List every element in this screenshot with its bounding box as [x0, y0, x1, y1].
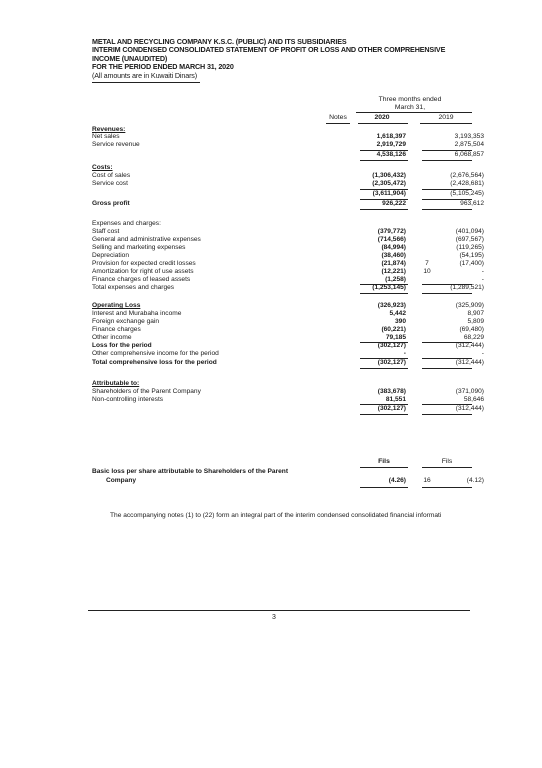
eps-unit-2019: Fils	[441, 458, 453, 465]
row-label: Depreciation	[92, 252, 130, 259]
value-2020: 390	[394, 318, 406, 325]
table-row	[92, 284, 484, 292]
year-2020-heading: 2020	[374, 114, 390, 121]
attributable-heading-row	[92, 380, 472, 388]
page-number: 3	[272, 614, 276, 621]
value-2019: (5,105,245)	[450, 190, 484, 197]
row-label: Service cost	[92, 180, 128, 187]
value-2019: 5,809	[467, 318, 484, 325]
group-heading-rule	[356, 112, 472, 113]
table-row	[92, 318, 484, 326]
eps-label: Basic loss per share attributable to Shareholders of the Parent	[92, 468, 289, 475]
table-row	[92, 334, 484, 342]
total-rule	[360, 414, 408, 415]
column-group-heading	[340, 96, 480, 111]
attributable-heading: Attributable to:	[92, 380, 140, 387]
costs-total-row	[92, 190, 484, 198]
total-rule	[360, 209, 408, 210]
value-2019: -	[481, 276, 484, 283]
row-note: 16	[423, 477, 431, 484]
value-2019: 2,875,504	[454, 141, 484, 148]
table-row	[92, 326, 484, 334]
value-2019: (697,567)	[455, 236, 484, 243]
table-row	[92, 310, 484, 318]
total-rule	[422, 414, 472, 415]
table-row	[92, 141, 484, 149]
value-2020: (1,306,432)	[372, 172, 406, 179]
notes-heading-rule	[326, 123, 350, 124]
value-2019: 6,068,857	[454, 151, 484, 158]
row-label: Operating Loss	[92, 302, 141, 309]
total-rule	[422, 293, 472, 294]
value-2019: 963,612	[460, 200, 484, 207]
table-row	[92, 228, 484, 236]
value-2020: (302,127)	[377, 342, 406, 349]
value-2019: (69,480)	[459, 326, 484, 333]
gross-profit-label: Gross profit	[92, 200, 130, 207]
table-row	[92, 276, 484, 284]
value-2019: (17,400)	[459, 260, 484, 267]
company-name: METAL AND RECYCLING COMPANY K.S.C. (PUBLIC) AND ITS SUBSIDIARIES	[92, 37, 347, 46]
costs-heading: Costs:	[92, 164, 113, 171]
group-heading-line2: March 31,	[394, 103, 426, 111]
value-2020: -	[403, 350, 406, 357]
total-rule	[360, 293, 408, 294]
value-2019: 8,907	[467, 310, 484, 317]
value-2020: (302,127)	[377, 359, 406, 366]
value-2020: 926,222	[382, 200, 406, 207]
row-label: Interest and Murabaha income	[92, 310, 182, 317]
table-row	[92, 172, 484, 180]
table-row	[92, 342, 484, 350]
statement-title: INTERIM CONDENSED CONSOLIDATED STATEMENT OF PROFIT OR LOSS AND OTHER COMPREHENSIVE	[92, 45, 446, 55]
value-2019: 58,646	[463, 396, 484, 403]
total-rule	[360, 160, 408, 161]
expenses-heading: Expenses and charges:	[92, 220, 161, 227]
document-header	[92, 38, 445, 80]
year-2019-heading: 2019	[438, 114, 454, 121]
value-2019: -	[481, 268, 484, 275]
row-label: Provision for expected credit losses	[92, 260, 196, 267]
value-2020: (21,874)	[381, 260, 406, 267]
value-2020: 4,538,126	[376, 151, 406, 158]
value-2020: 81,551	[385, 396, 406, 403]
value-2019: 68,229	[463, 334, 484, 341]
group-heading-line1: Three months ended	[378, 96, 442, 103]
table-row	[92, 396, 484, 404]
value-2019: (2,428,681)	[450, 180, 484, 187]
total-rule	[422, 487, 472, 488]
table-row	[92, 260, 484, 268]
value-2020: (714,566)	[377, 236, 406, 243]
row-label: Total comprehensive loss for the period	[92, 359, 217, 366]
row-label: Net sales	[92, 133, 120, 140]
value-2019: (371,090)	[455, 388, 484, 395]
row-label: Staff cost	[92, 228, 120, 235]
total-rule	[422, 160, 472, 161]
table-row	[92, 133, 484, 141]
row-label: Service revenue	[92, 141, 140, 148]
value-2020: (84,994)	[381, 244, 406, 251]
row-label: Amortization for right of use assets	[92, 268, 194, 275]
footer-rule	[88, 610, 470, 611]
footnote: The accompanying notes (1) to (22) form an integral part of the interim condensed consolidated financial informati	[110, 512, 442, 519]
eps-value-row	[92, 477, 484, 485]
value-2019: (312,444)	[455, 342, 484, 349]
value-2020: (383,678)	[377, 388, 406, 395]
header-underline	[92, 82, 200, 83]
value-2020: (60,221)	[381, 326, 406, 333]
row-label: Other comprehensive income for the period	[92, 350, 219, 357]
row-label: Other income	[92, 334, 132, 341]
row-label: Shareholders of the Parent Company	[92, 388, 201, 395]
costs-heading-row	[92, 164, 472, 172]
y2019-heading-rule	[420, 123, 472, 124]
value-2019: (325,909)	[455, 302, 484, 309]
row-label: Finance charges of leased assets	[92, 276, 191, 283]
value-2020: (12,221)	[381, 268, 406, 275]
row-label: Selling and marketing expenses	[92, 244, 186, 251]
table-row	[92, 302, 484, 310]
value-2019: (312,444)	[455, 405, 484, 412]
eps-unit-2020: Fils	[378, 458, 390, 465]
value-2019: (401,094)	[455, 228, 484, 235]
table-row	[92, 268, 484, 276]
notes-heading: Notes	[329, 114, 347, 121]
total-rule	[422, 209, 472, 210]
value-2020: (302,127)	[377, 405, 406, 412]
table-row	[92, 180, 484, 188]
row-label: General and administrative expenses	[92, 236, 201, 243]
statement-title-2: INCOME (UNAUDITED)	[92, 53, 168, 63]
attributable-total-row	[92, 405, 484, 413]
value-2019: -	[481, 350, 484, 357]
value-2020: (2,305,472)	[372, 180, 406, 187]
expenses-heading-row	[92, 220, 472, 228]
value-2019: (1,289,521)	[450, 284, 484, 291]
value-2019: (312,444)	[455, 359, 484, 366]
row-label: Loss for the period	[92, 342, 152, 349]
table-row	[92, 252, 484, 260]
table-row	[92, 350, 484, 358]
revenues-heading: Revenues:	[92, 126, 126, 133]
row-label: Foreign exchange gain	[92, 318, 160, 325]
eps-label-row	[92, 468, 472, 476]
value-2020: 79,185	[385, 334, 406, 341]
row-label: Cost of sales	[92, 172, 131, 179]
row-note: 7	[425, 260, 429, 267]
total-rule	[360, 487, 408, 488]
row-label: Finance charges	[92, 326, 141, 333]
value-2019: (119,265)	[456, 244, 484, 251]
total-rule	[360, 368, 408, 369]
value-2020: (1,253,145)	[372, 284, 406, 291]
value-2020: 2,919,729	[376, 141, 406, 148]
row-note: 10	[423, 268, 431, 275]
period-line: FOR THE PERIOD ENDED MARCH 31, 2020	[92, 62, 234, 72]
currency-note: (All amounts are in Kuwaiti Dinars)	[92, 70, 197, 80]
value-2020: (38,460)	[381, 252, 406, 259]
value-2020: (1,258)	[385, 276, 406, 283]
value-2020: (326,923)	[377, 302, 406, 309]
value-2020: (379,772)	[377, 228, 406, 235]
value-2020: 1,618,397	[376, 133, 406, 140]
value-2019: 3,193,353	[454, 133, 484, 140]
value-2020: 5,442	[389, 310, 406, 317]
value-2019: (4.12)	[466, 477, 484, 484]
value-2020: (3,611,904)	[372, 190, 406, 197]
value-2019: (54,195)	[459, 252, 484, 259]
table-row	[92, 236, 484, 244]
y2020-heading-rule	[358, 123, 408, 124]
eps-label-2: Company	[106, 477, 137, 484]
table-row	[92, 244, 484, 252]
row-label: Non-controlling interests	[92, 396, 164, 403]
row-label: Total expenses and charges	[92, 284, 175, 291]
value-2020: (4.26)	[388, 477, 406, 484]
revenues-total-row	[92, 151, 484, 159]
value-2019: (2,676,564)	[450, 172, 484, 179]
gross-profit-row	[92, 200, 484, 208]
table-row	[92, 388, 484, 396]
total-rule	[422, 368, 472, 369]
table-row	[92, 359, 484, 367]
